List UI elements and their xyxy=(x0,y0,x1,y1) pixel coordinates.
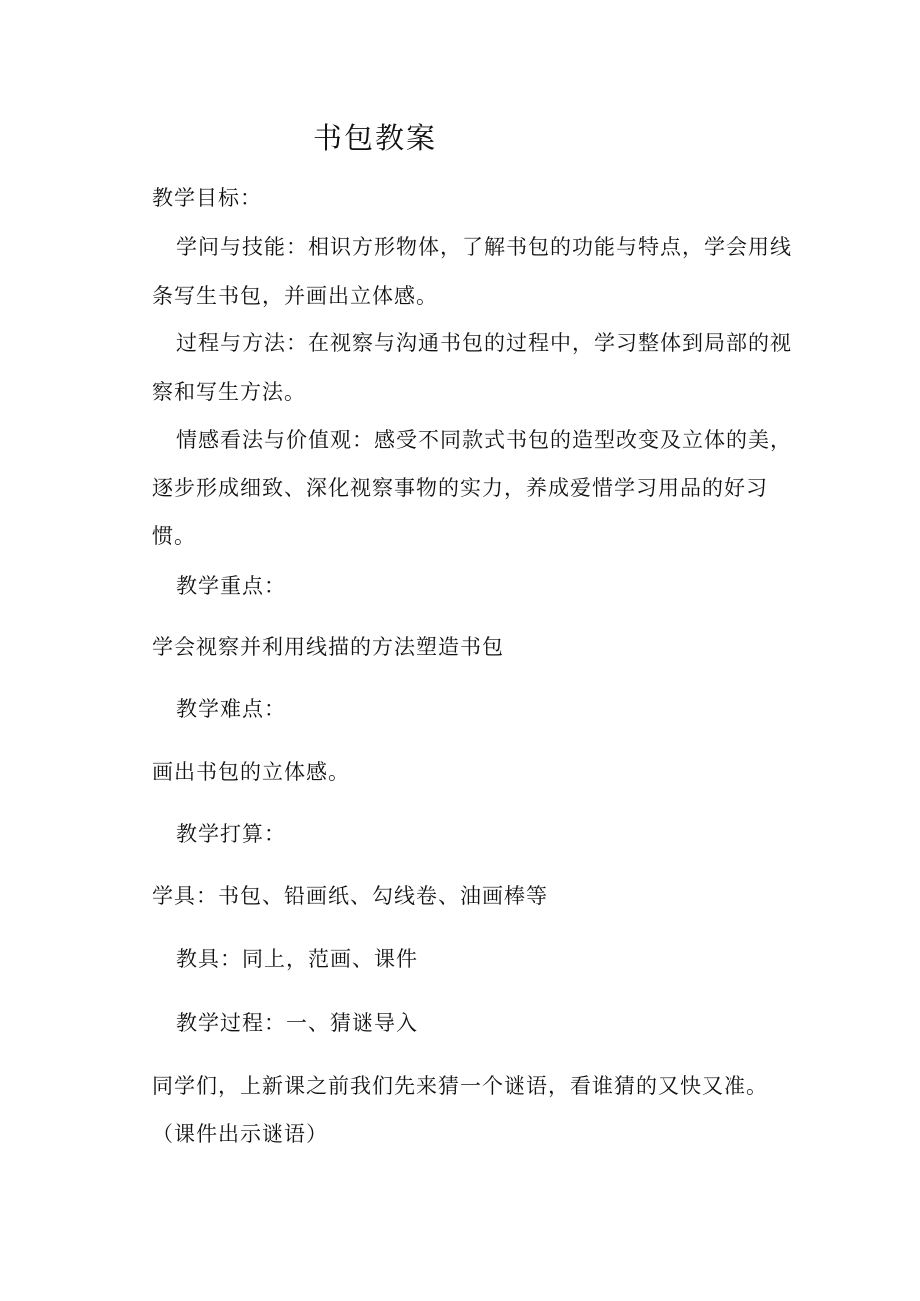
difficulties-heading: 教学难点： xyxy=(176,697,286,721)
knowledge-skills-line-2: 条写生书包，并画出立体感。 xyxy=(152,284,438,308)
student-tools-text: 学具：书包、铅画纸、勾线卷、油画棒等 xyxy=(152,884,548,908)
document-title: 书包教案 xyxy=(313,121,438,155)
teacher-tools-text: 教具：同上，范画、课件 xyxy=(176,947,418,971)
emotion-value-line-3: 惯。 xyxy=(152,524,196,548)
key-points-text: 学会视察并利用线描的方法塑造书包 xyxy=(152,635,504,659)
objectives-heading: 教学目标： xyxy=(152,186,262,210)
difficulties-text: 画出书包的立体感。 xyxy=(152,760,350,784)
knowledge-skills-line-1: 学问与技能：相识方形物体，了解书包的功能与特点，学会用线 xyxy=(176,235,792,259)
teaching-process-heading: 教学过程：一、猜谜导入 xyxy=(176,1011,418,1035)
process-method-line-2: 察和写生方法。 xyxy=(152,380,306,404)
riddle-note: （课件出示谜语） xyxy=(152,1122,328,1146)
emotion-value-line-1: 情感看法与价值观：感受不同款式书包的造型改变及立体的美， xyxy=(176,428,792,452)
process-method-line-1: 过程与方法：在视察与沟通书包的过程中，学习整体到局部的视 xyxy=(176,331,792,355)
emotion-value-line-2: 逐步形成细致、深化视察事物的实力，养成爱惜学习用品的好习 xyxy=(152,476,768,500)
key-points-heading: 教学重点： xyxy=(176,574,286,598)
intro-text: 同学们，上新课之前我们先来猜一个谜语，看谁猜的又快又准。 xyxy=(152,1074,768,1098)
preparation-heading: 教学打算： xyxy=(176,822,286,846)
